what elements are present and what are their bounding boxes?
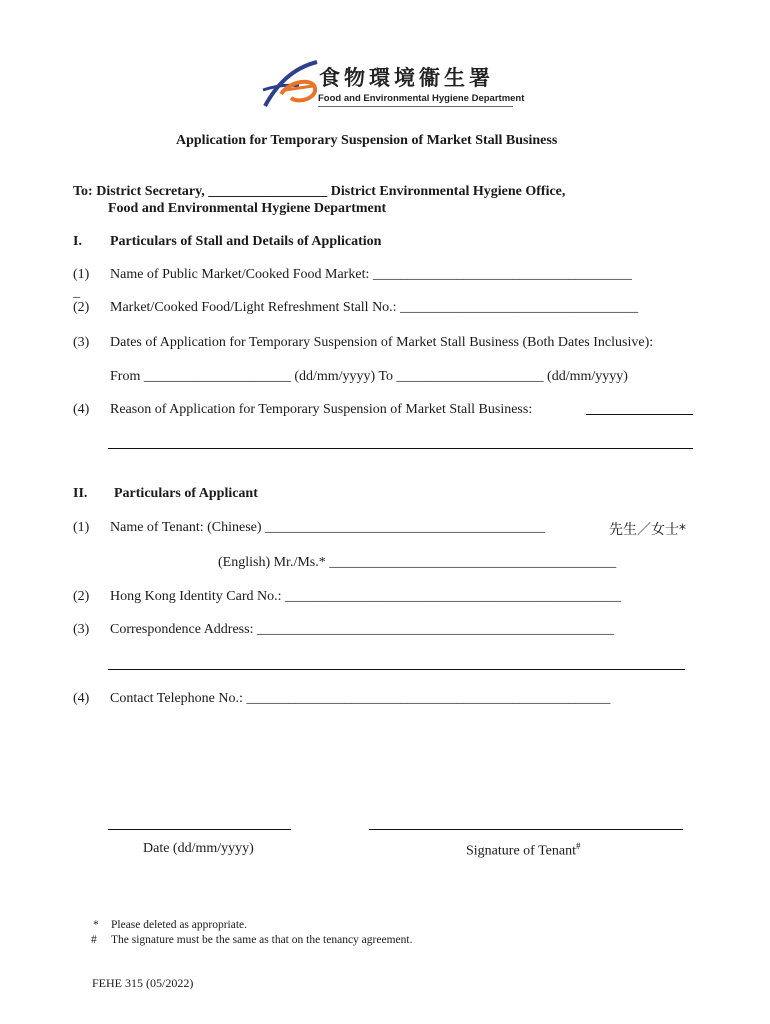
date-range-field[interactable]: From _____________________ (dd/mm/yyyy) To _____________________ (dd/mm/yyyy) [110,369,628,384]
item-number: (4) [73,691,90,706]
item-2-dash: _ [73,285,80,300]
telephone-field[interactable]: Contact Telephone No.: ____________________________________________________ [110,691,611,706]
market-name-field[interactable]: Name of Public Market/Cooked Food Market: _____________________________________ [110,267,632,282]
form-title: Application for Temporary Suspension of Market Stall Business [176,133,558,148]
stall-number-field[interactable]: Market/Cooked Food/Light Refreshment Stall No.: __________________________________ [110,300,639,315]
hkid-field[interactable]: Hong Kong Identity Card No.: ________________________________________________ [110,589,621,604]
logo-english-name: Food and Environmental Hygiene Department [318,93,525,104]
logo-underline [318,106,513,107]
dates-label: Dates of Application for Temporary Suspension of Market Stall Business (Both Dates Inclusive): [110,335,654,350]
signature-label-text: Signature of Tenant [466,843,576,859]
reason-field-line-1[interactable] [586,414,693,415]
signature-line[interactable] [369,829,683,830]
item-number: (1) [73,520,90,535]
note-mark: * [93,919,99,931]
date-label: Date (dd/mm/yyyy) [143,841,254,856]
title-suffix: 先生／女士* [609,522,686,538]
section-2-number: II. [73,486,88,501]
item-number: (3) [73,335,90,350]
tenant-name-chinese-field[interactable]: Name of Tenant: (Chinese) ________________________________________ [110,520,546,535]
logo-chinese-name: 食物環境衞生署 [319,66,494,90]
address-field-line-2[interactable] [108,669,685,670]
note-text: Please deleted as appropriate. [111,919,248,931]
item-number: (4) [73,402,90,417]
item-number: (2) [73,589,90,604]
note-text: The signature must be the same as that on the tenancy agreement. [111,934,413,946]
to-line-1: To: District Secretary, _________________ District Environmental Hygiene Office, [73,184,566,199]
note-mark: # [91,934,97,946]
signature-label [466,841,580,860]
address-field[interactable]: Correspondence Address: ___________________________________________________ [110,622,614,637]
signature-mark: # [575,841,581,851]
date-line[interactable] [108,829,291,830]
tenant-name-english-field[interactable]: (English) Mr./Ms.* _________________________________________ [218,555,617,570]
to-line-2: Food and Environmental Hygiene Department [108,201,387,216]
item-number: (1) [73,267,90,282]
reason-label: Reason of Application for Temporary Suspension of Market Stall Business: [110,402,533,417]
section-2-heading: Particulars of Applicant [114,486,258,501]
section-1-number: I. [73,234,82,249]
reason-field-line-2[interactable] [108,448,693,449]
item-number: (2) [73,300,90,315]
form-code: FEHE 315 (05/2022) [92,976,194,990]
section-1-heading: Particulars of Stall and Details of Application [110,234,382,249]
item-number: (3) [73,622,90,637]
